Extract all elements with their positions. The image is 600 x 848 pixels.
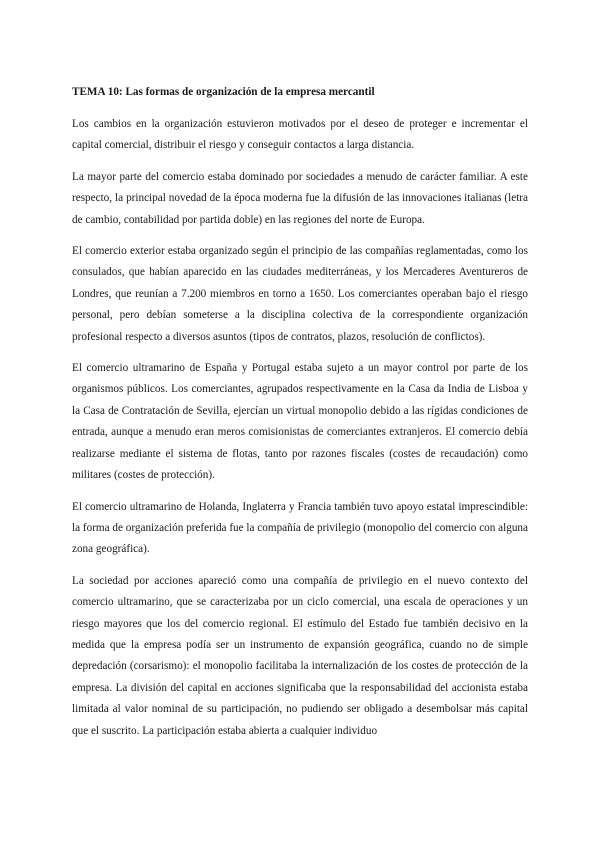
page-title: TEMA 10: Las formas de organización de la empresa mercantil <box>72 86 375 98</box>
paragraph: El comercio exterior estaba organizado según el principio de las compañías reglamentadas, como los consulados, que habían aparecido en las ciudades mediterráneas, y los Mercaderes Aventureros de Londres, que reunían a 7.200 miembros en torno a 1650. Los comerciantes operaban bajo el riesgo personal, pero debían someterse a la disciplina colectiva de la correspondiente organización profesional respecto a diversos asuntos (tipos de contratos, plazos, resolución de conflictos). <box>72 245 528 343</box>
paragraph: El comercio ultramarino de Holanda, Inglaterra y Francia también tuvo apoyo estatal imprescindible: la forma de organización preferida fue la compañía de privilegio (monopolio del comercio con alguna zona geográfica). <box>72 500 528 556</box>
paragraph: La sociedad por acciones apareció como una compañía de privilegio en el nuevo contexto del comercio ultramarino, que se caracterizaba por un ciclo comercial, una escala de operaciones y un riesgo mayores que los del comercio regional. El estímulo del Estado fue también decisivo en la medida que la empresa podía ser un instrumento de expansión geográfica, cuando no de simple depredación (corsarismo): el monopolio facilitaba la internalización de los costes de protección de la empresa. La división del capital en acciones significaba que la responsabilidad del accionista estaba limitada al valor nominal de su participación, no pudiendo ser obligado a desembolsar más capital que el suscrito. La participación estaba abierta a cualquier individuo <box>72 574 528 737</box>
paragraph: El comercio ultramarino de España y Portugal estaba sujeto a un mayor control por parte de los organismos públicos. Los comerciantes, agrupados respectivamente en la Casa da India de Lisboa y la Casa de Contratación de Sevilla, ejercían un virtual monopolio debido a las rígidas condiciones de entrada, aunque a menudo eran meros comisionistas de comerciantes extranjeros. El comercio debía realizarse mediante el sistema de flotas, tanto por razones fiscales (costes de recaudación) como militares (costes de protección). <box>72 362 528 482</box>
document-page <box>72 84 528 752</box>
paragraph: Los cambios en la organización estuvieron motivados por el deseo de proteger e incrementar el capital comercial, distribuir el riesgo y conseguir contactos a larga distancia. <box>72 118 528 152</box>
paragraph: La mayor parte del comercio estaba dominado por sociedades a menudo de carácter familiar. A este respecto, la principal novedad de la época moderna fue la difusión de las innovaciones italianas (letra de cambio, contabilidad por partida doble) en las regiones del norte de Europa. <box>72 170 528 226</box>
